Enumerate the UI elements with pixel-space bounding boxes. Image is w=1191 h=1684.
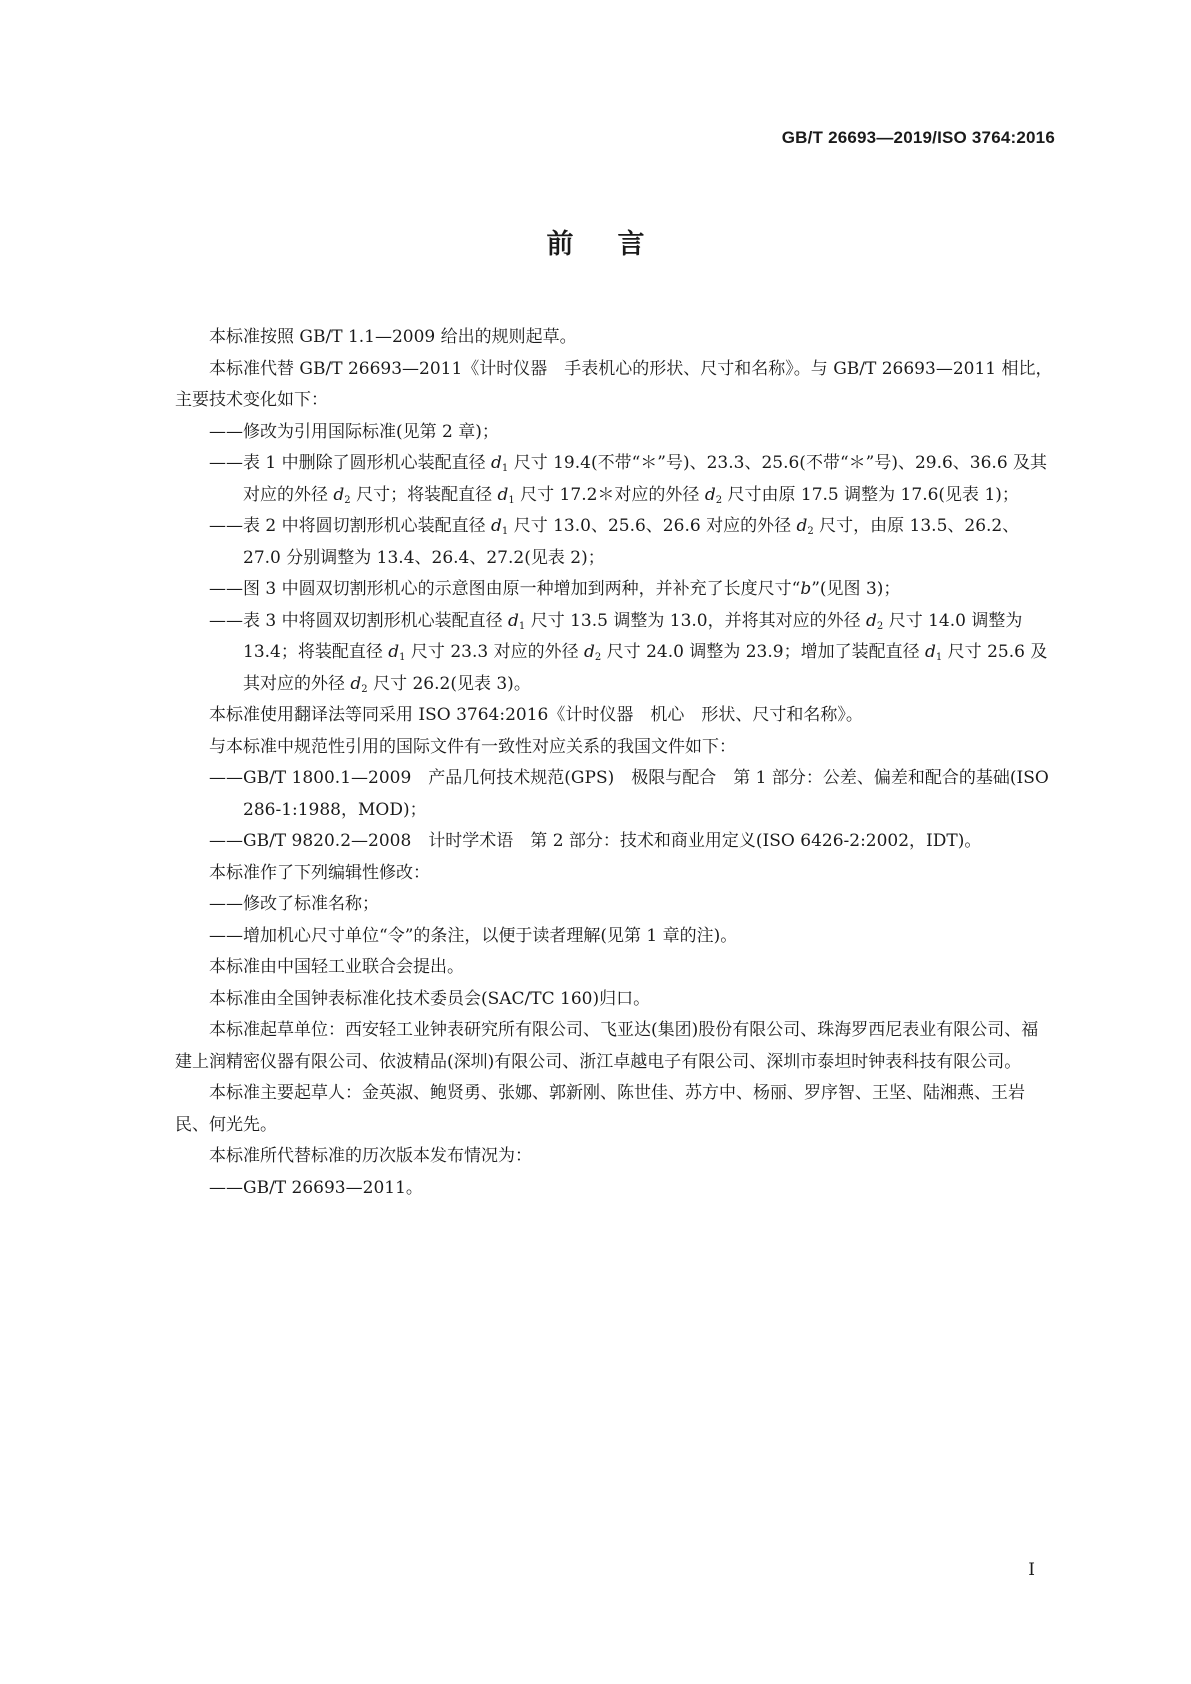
page-title: 前言 xyxy=(546,229,689,260)
list-item: ——表 2 中将圆切割形机心装配直径 $d_1$ 尺寸 13.0、25.6、26.6 对应的外径 $d_2$ 尺寸，由原 13.5、26.2、27.0 分别调整为 13.4、26.4、27.2(见表 2)； xyxy=(209,516,1020,568)
list-item: ——图 3 中圆双切割形机心的示意图由原一种增加到两种，并补充了长度尺寸“b”(见图 3)； xyxy=(209,579,901,599)
paragraph: 与本标准中规范性引用的国际文件有一致性对应关系的我国文件如下： xyxy=(209,736,736,757)
list-item: ——GB/T 9820.2—2008 计时学术语 第 2 部分：技术和商业用定义(ISO 6426-2:2002，IDT)。 xyxy=(209,831,982,851)
document-body xyxy=(175,322,1055,1204)
paragraph: 本标准起草单位：西安轻工业钟表研究所有限公司、飞亚达(集团)股份有限公司、珠海罗西尼表业有限公司、福建上润精密仪器有限公司、依波精品(深圳)有限公司、浙江卓越电子有限公司、深圳市泰坦时钟表科技有限公司。 xyxy=(175,1020,1039,1072)
paragraph: 本标准主要起草人：金英淑、鲍贤勇、张娜、郭新刚、陈世佳、苏方中、杨丽、罗序智、王坚、陆湘燕、王岩民、何光先。 xyxy=(175,1083,1025,1135)
list-item: ——表 1 中删除了圆形机心装配直径 $d_1$ 尺寸 19.4(不带“＊”号)、23.3、25.6(不带“＊”号)、29.6、36.6 及其对应的外径 $d_2$ 尺寸；将装配直径 $d_1$ 尺寸 17.2＊对应的外径 $d_2$ 尺寸由原 17.5 调整为 17.6(见表 1)； xyxy=(209,453,1048,506)
paragraph: 本标准作了下列编辑性修改： xyxy=(209,862,430,883)
paragraph: 本标准由中国轻工业联合会提出。 xyxy=(209,957,464,977)
paragraph: 本标准由全国钟表标准化技术委员会(SAC/TC 160)归口。 xyxy=(209,988,651,1009)
list-item: ——修改了标准名称； xyxy=(209,894,379,914)
paragraph: 本标准所代替标准的历次版本发布情况为： xyxy=(209,1146,532,1166)
page-number: I xyxy=(1028,1560,1035,1580)
list-item: ——增加机心尺寸单位“令”的条注，以便于读者理解(见第 1 章的注)。 xyxy=(209,925,738,946)
list-item: ——GB/T 1800.1—2009 产品几何技术规范(GPS) 极限与配合 第 1 部分：公差、偏差和配合的基础(ISO 286-1:1988，MOD)； xyxy=(209,768,1049,820)
list-item: ——表 3 中将圆双切割形机心装配直径 $d_1$ 尺寸 13.5 调整为 13.0，并将其对应的外径 $d_2$ 尺寸 14.0 调整为 13.4；将装配直径 $d_1$ 尺寸 23.3 对应的外径 $d_2$ 尺寸 24.0 调整为 23.9；增加了装配直径 $d_1$ 尺寸 25.6 及其对应的外径 $d_2$ 尺寸 26.2(见表 3)。 xyxy=(209,610,1048,695)
paragraph: 本标准使用翻译法等同采用 ISO 3764:2016《计时仪器 机心 形状、尺寸和名称》。 xyxy=(209,705,863,725)
standard-code: GB/T 26693—2019/ISO 3764:2016 xyxy=(781,128,1055,147)
list-item: ——修改为引用国际标准(见第 2 章)； xyxy=(209,421,499,442)
paragraph: 本标准按照 GB/T 1.1—2009 给出的规则起草。 xyxy=(209,327,577,347)
paragraph: 本标准代替 GB/T 26693—2011《计时仪器 手表机心的形状、尺寸和名称》。与 GB/T 26693—2011 相比，主要技术变化如下： xyxy=(175,358,1053,410)
list-item: ——GB/T 26693—2011。 xyxy=(209,1177,423,1198)
